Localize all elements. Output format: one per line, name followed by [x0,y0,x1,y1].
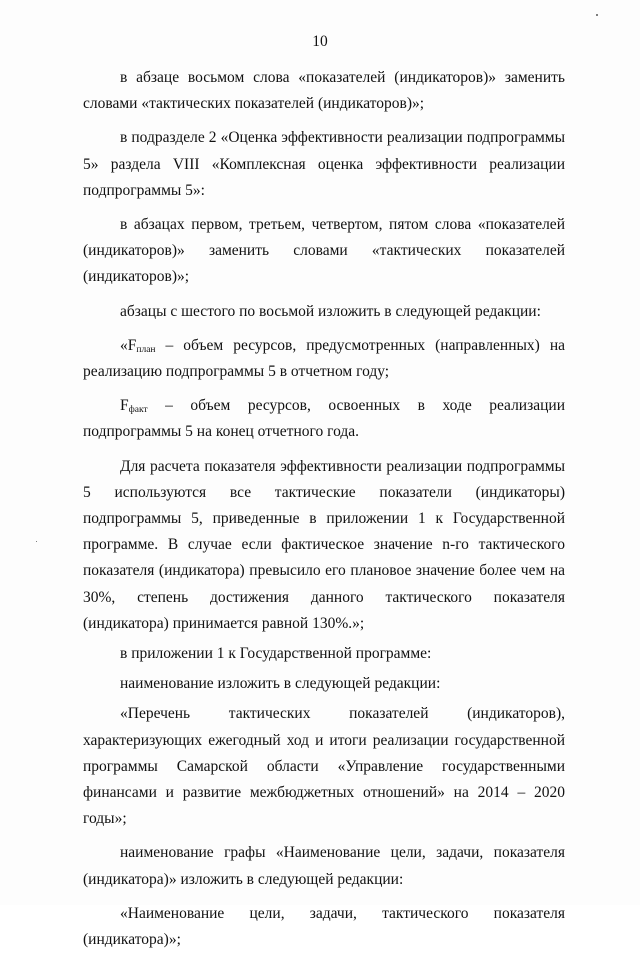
page-number: 10 [312,33,328,50]
scan-speck [36,541,37,542]
formula-description: – объем ресурсов, предусмотренных (направленных) на реализацию подпрограммы 5 в отчетном году; [83,336,565,381]
document-body [83,65,565,961]
formula-subscript: план [136,344,156,355]
scan-speck [596,14,598,16]
paragraph: в абзаце восьмом слова «показателей (индикаторов)» заменить словами «тактических показателей (индикаторов)»; [83,69,565,113]
paragraph: «Перечень тактических показателей (индикаторов), характеризующих ежегодный ход и итоги реализации государственной программы Самарской области «Управление государственными финансами и развитие межбюджетных отношений» на 2014 – 2020 годы»; [83,705,565,828]
paragraph-formula-f-fact [83,393,565,445]
paragraph: в абзацах первом, третьем, четвертом, пятом слова «показателей (индикаторов)» заменить словами «тактических показателей (индикаторов)»; [83,216,565,286]
formula-subscript: факт [128,405,148,416]
paragraph-formula-f-plan [83,333,565,385]
paragraph: в приложении 1 к Государственной программе: [120,645,432,663]
formula-symbol: «F [120,336,137,354]
paragraph: наименование графы «Наименование цели, задачи, показателя (индикатора)» изложить в следующей редакции: [83,844,565,888]
paragraph: Для расчета показателя эффективности реализации подпрограммы 5 используются все тактические показатели (индикаторы) подпрограммы 5, приведенные в приложении 1 к Государственной программе. В случае если фактическое значение n-го тактического показателя (индикатора) превысило его плановое значение более чем на 30%, степень достижения данного тактического показателя (индикатора) принимается равной 130%.»; [83,457,565,632]
paragraph: «Наименование цели, задачи, тактического показателя (индикатора)»; [83,904,565,949]
formula-description: – объем ресурсов, освоенных в ходе реализации подпрограммы 5 на конец отчетного года. [83,397,565,441]
paragraph: в подразделе 2 «Оценка эффективности реализации подпрограммы 5» раздела VIII «Комплексная оценка эффективности реализации подпрограммы 5»: [83,129,565,199]
paragraph: наименование изложить в следующей редакции: [120,675,441,693]
paragraph: абзацы с шестого по восьмой изложить в следующей редакции: [120,302,541,320]
formula-symbol: F [120,397,129,415]
